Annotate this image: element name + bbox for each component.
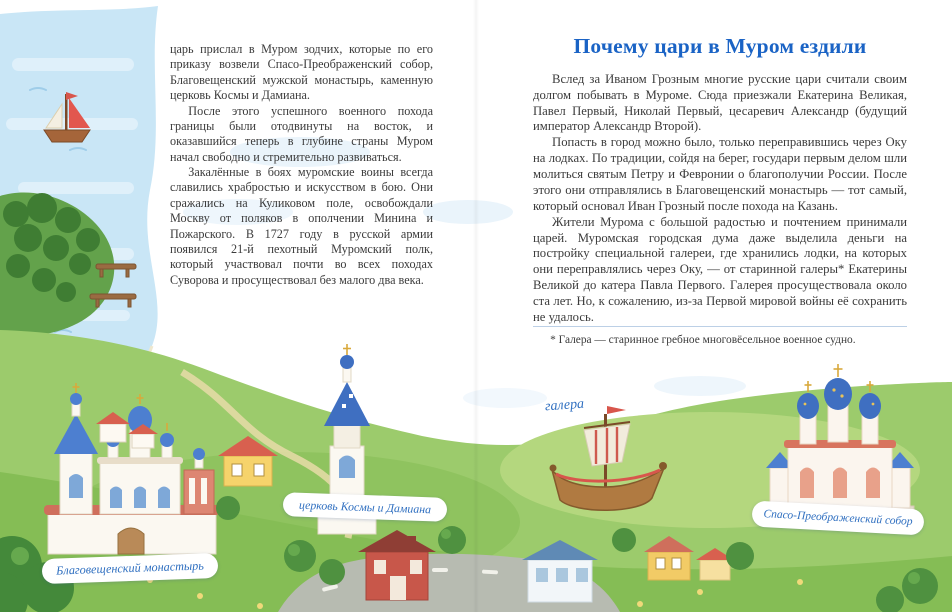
paragraph: После этого успешного военного похода границы были отодвинуты на восток, и оказавшийся теперь в глубине страны Муром начал свободно и стремительно развиваться. <box>170 103 433 164</box>
paragraph: Жители Мурома с большой радостью и почтением принимали царей. Муромская городская дума даже выделила деньги на постройку специальной галереи, где хранились лодки, на которых они переправлялись через Оку, — от старинной галеры* Екатерины Великой до катера Павла Первого. Галерея просуществовала около ста лет. Но, к сожалению, из-за Первой мировой войны её сохранить не удалось. <box>533 214 907 324</box>
label-monastery: Благовещенский монастырь <box>42 553 219 584</box>
paragraph: Закалённые в боях муромские воины всегда славились храбростью и искусством в бою. Они сражались на Куликовом поле, освобождали Москву от поляков в ополчении Минина и Пожарского. В 1727 году в русской армии появился 21-й пехотный Муромский полк, который участвовал почти во всех походах Суворова и просуществовал без малого два века. <box>170 165 433 287</box>
paragraph: Вслед за Иваном Грозным многие русские цари считали своим долгом побывать в Муроме. Сюда приезжали Екатерина Великая, Павел Первый, Николай Первый, цесаревич Александр (будущий император Александр Второй). <box>533 71 907 134</box>
page-spine <box>473 0 479 612</box>
paragraph: царь прислал в Муром зодчих, которые по его приказу возвели Спасо-Преображенский собор, Благовещенский мужской монастырь, каменную церковь Космы и Дамиана. <box>170 42 433 103</box>
label-kosma-church: церковь Космы и Дамиана <box>283 492 448 522</box>
label-galley: галера <box>544 396 585 415</box>
left-page-text-column <box>170 42 433 288</box>
footnote: * Галера — старинное гребное многовёсельное военное судно. <box>533 326 907 347</box>
right-page-text-column <box>533 34 907 347</box>
label-cathedral: Спасо-Преображенский собор <box>751 501 924 536</box>
page-title: Почему цари в Муром ездили <box>573 34 867 58</box>
paragraph: Попасть в город можно было, только переправившись через Оку на лодках. По традиции, сойдя на берег, государи первым делом шли молиться святым Петру и Февронии о благополучии России. После этого они отправлялись в Благовещенский монастырь — тот самый, который основал Иван Грозный после похода на Казань. <box>533 135 907 213</box>
